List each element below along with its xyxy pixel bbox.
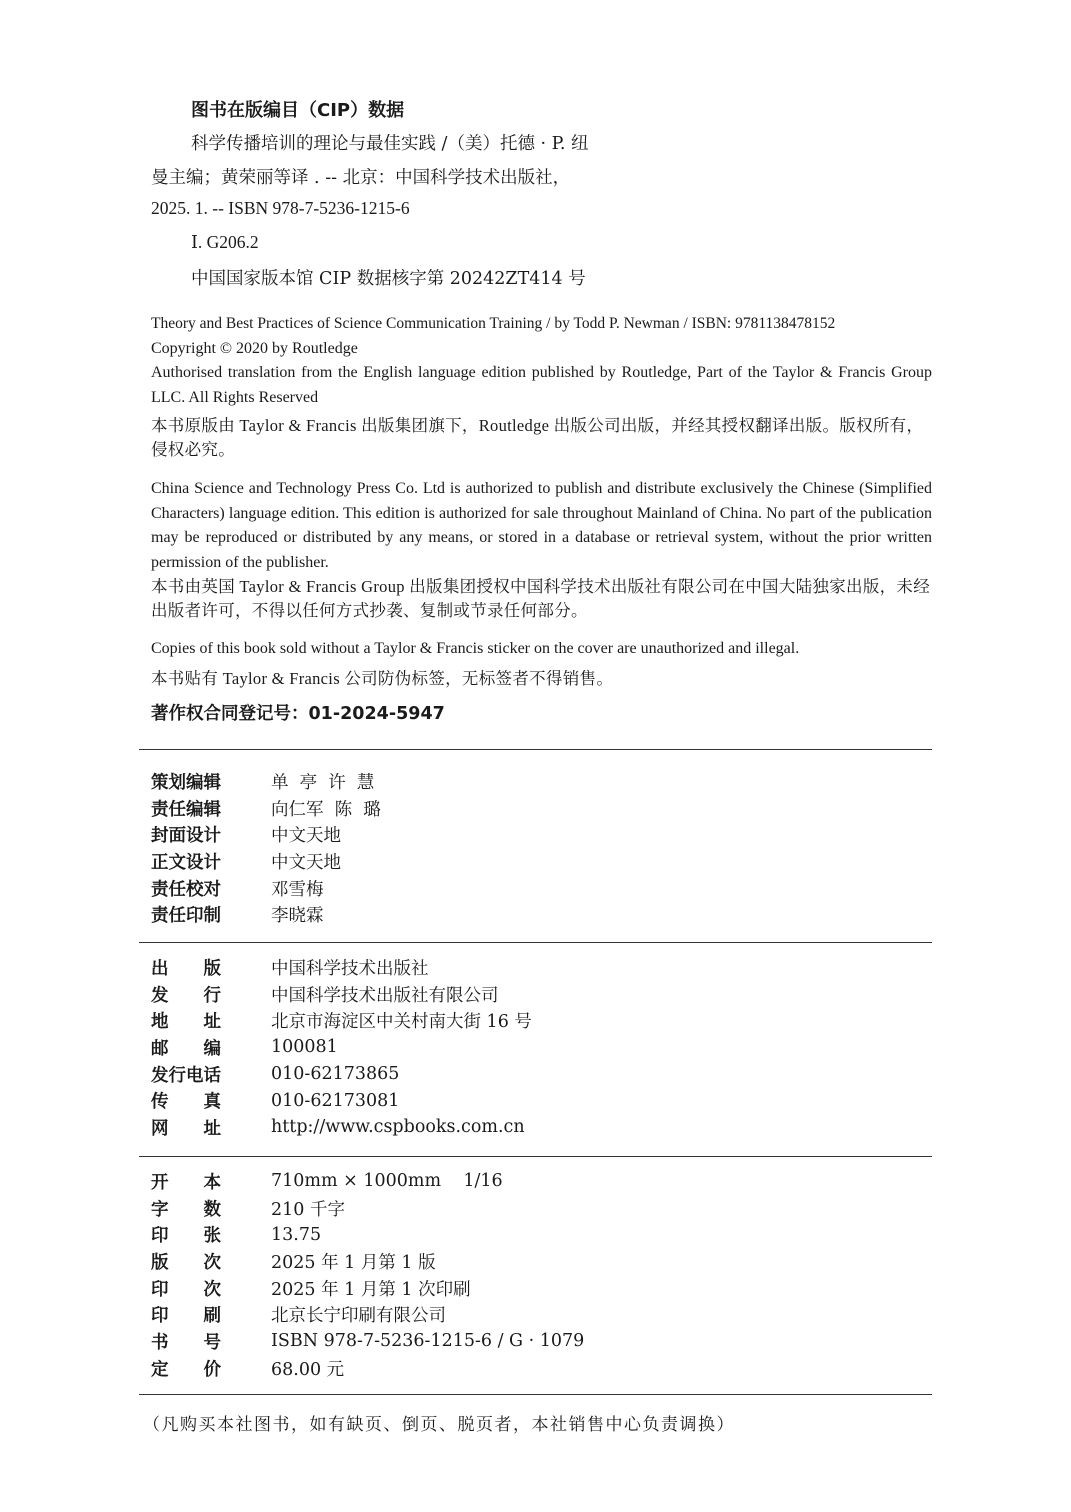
field-label: 出 版	[151, 958, 221, 979]
field-label: 封面设计	[151, 826, 221, 847]
field-label: 正文设计	[151, 852, 221, 873]
table-row	[151, 1168, 932, 1195]
table-row	[151, 1114, 932, 1141]
table-row	[151, 1248, 932, 1275]
table-row	[151, 1061, 932, 1088]
field-value: 13.75	[271, 1224, 322, 1245]
table-row	[151, 821, 932, 848]
staff-table	[151, 768, 932, 928]
field-label: 书 号	[151, 1332, 221, 1353]
table-row	[151, 981, 932, 1008]
footer-notice: （凡购买本社图书，如有缺页、倒页、脱页者，本社销售中心负责调换）	[143, 1415, 735, 1435]
source-title: Theory and Best Practices of Science Communication Training / by Todd P. Newman / ISBN: 9781138478152	[151, 315, 836, 332]
divider	[139, 1394, 932, 1395]
table-row	[151, 1275, 932, 1302]
rights-section	[151, 312, 932, 462]
field-label: 责任印制	[151, 906, 221, 927]
website-link[interactable]: http://www.cspbooks.com.cn	[271, 1117, 525, 1138]
field-value: 710mm × 1000mm 1/16	[271, 1171, 503, 1192]
table-row	[151, 848, 932, 875]
sticker-notice-zh: 本书贴有 Taylor & Francis 公司防伪标签，无标签者不得销售。	[151, 668, 614, 688]
field-value: 单 亭 许 慧	[271, 772, 375, 793]
table-row	[151, 795, 932, 822]
table-row	[151, 768, 932, 795]
field-label: 版 次	[151, 1252, 221, 1273]
table-row	[151, 1007, 932, 1034]
field-label: 印 次	[151, 1279, 221, 1300]
field-value: 中文天地	[271, 852, 341, 873]
field-value: 中国科学技术出版社有限公司	[271, 985, 499, 1006]
cip-title: 图书在版编目（CIP）数据	[191, 100, 405, 121]
table-row	[151, 1355, 932, 1382]
table-row	[151, 954, 932, 981]
cip-line-5: 中国国家版本馆 CIP 数据核字第 20242ZT414 号	[191, 269, 586, 289]
field-value: 邓雪梅	[271, 879, 324, 900]
copyright-line: Copyright © 2020 by Routledge	[151, 339, 358, 357]
field-label: 邮 编	[151, 1038, 221, 1059]
field-value: 李晓霖	[271, 906, 324, 927]
field-value: ISBN 978-7-5236-1215-6 / G · 1079	[271, 1331, 585, 1352]
field-value: 中国科学技术出版社	[271, 958, 429, 979]
table-row	[151, 1034, 932, 1061]
cip-line-1: 科学传播培训的理论与最佳实践 /（美）托德 · P. 纽	[191, 134, 589, 154]
field-value: 210 千字	[271, 1199, 345, 1220]
field-value: 68.00 元	[271, 1359, 345, 1380]
sticker-section	[151, 637, 932, 691]
divider	[139, 749, 932, 750]
field-label: 发 行	[151, 985, 221, 1006]
field-value: 100081	[271, 1037, 338, 1058]
publisher-table	[151, 954, 932, 1141]
field-value: 北京市海淀区中关村南大街 16 号	[271, 1012, 532, 1033]
field-value: 2025 年 1 月第 1 次印刷	[271, 1279, 471, 1300]
cip-line-4: Ⅰ. G206.2	[191, 232, 259, 252]
table-row	[151, 1195, 932, 1222]
field-label: 地 址	[151, 1012, 221, 1033]
field-label: 字 数	[151, 1199, 221, 1220]
copyright-registration: 著作权合同登记号：01-2024-5947	[151, 704, 445, 724]
field-label: 发行电话	[151, 1065, 221, 1086]
field-value: 2025 年 1 月第 1 版	[271, 1252, 436, 1273]
field-label: 传 真	[151, 1092, 221, 1113]
table-row	[151, 1087, 932, 1114]
field-label: 印 张	[151, 1226, 221, 1247]
table-row	[151, 901, 932, 928]
table-row	[151, 1221, 932, 1248]
field-value: 北京长宁印刷有限公司	[271, 1306, 446, 1327]
cip-line-3: 2025. 1. -- ISBN 978-7-5236-1215-6	[151, 198, 410, 218]
field-label: 开 本	[151, 1172, 221, 1193]
field-label: 定 价	[151, 1359, 221, 1380]
field-value: 向仁军 陈 璐	[271, 799, 381, 820]
divider	[139, 942, 932, 943]
field-label: 责任校对	[151, 879, 221, 900]
table-row	[151, 1301, 932, 1328]
specs-table	[151, 1168, 932, 1382]
field-label: 责任编辑	[151, 799, 221, 820]
rights-notice-zh: 本书原版由 Taylor & Francis 出版集团旗下，Routledge 出版公司出版，并经其授权翻译出版。版权所有，侵权必究。	[151, 416, 924, 459]
authorised-translation: Authorised translation from the English language edition published by Routledge, Part of the Taylor & Francis Group LLC. All Rights Reserved	[151, 364, 932, 406]
cip-line-2: 曼主编；黄荣丽等译 . -- 北京：中国科学技术出版社，	[151, 168, 571, 188]
table-row	[151, 1328, 932, 1355]
exclusive-rights-en: China Science and Technology Press Co. Ltd is authorized to publish and distribute exclusively the Chinese (Simplified Characters) language edition. This edition is authorized for sale throughout Mainland of China. No part of the publication may be reproduced or distributed by any means, or stored in a database or retrieval system, without the prior written permission of the publisher.	[151, 480, 932, 571]
exclusive-rights-zh: 本书由英国 Taylor & Francis Group 出版集团授权中国科学技术出版社有限公司在中国大陆独家出版，未经出版者许可，不得以任何方式抄袭、复制或节录任何部分。	[151, 577, 931, 620]
field-value: 010-62173865	[271, 1064, 400, 1085]
field-label: 策划编辑	[151, 772, 221, 793]
field-value: 中文天地	[271, 826, 341, 847]
field-label: 网 址	[151, 1118, 221, 1139]
sticker-notice-en: Copies of this book sold without a Taylor & Francis sticker on the cover are unauthorized and illegal.	[151, 640, 800, 657]
exclusive-rights-section	[151, 477, 932, 623]
table-row	[151, 875, 932, 902]
field-label: 印 刷	[151, 1306, 221, 1327]
field-value: 010-62173081	[271, 1090, 400, 1111]
divider	[139, 1156, 932, 1157]
